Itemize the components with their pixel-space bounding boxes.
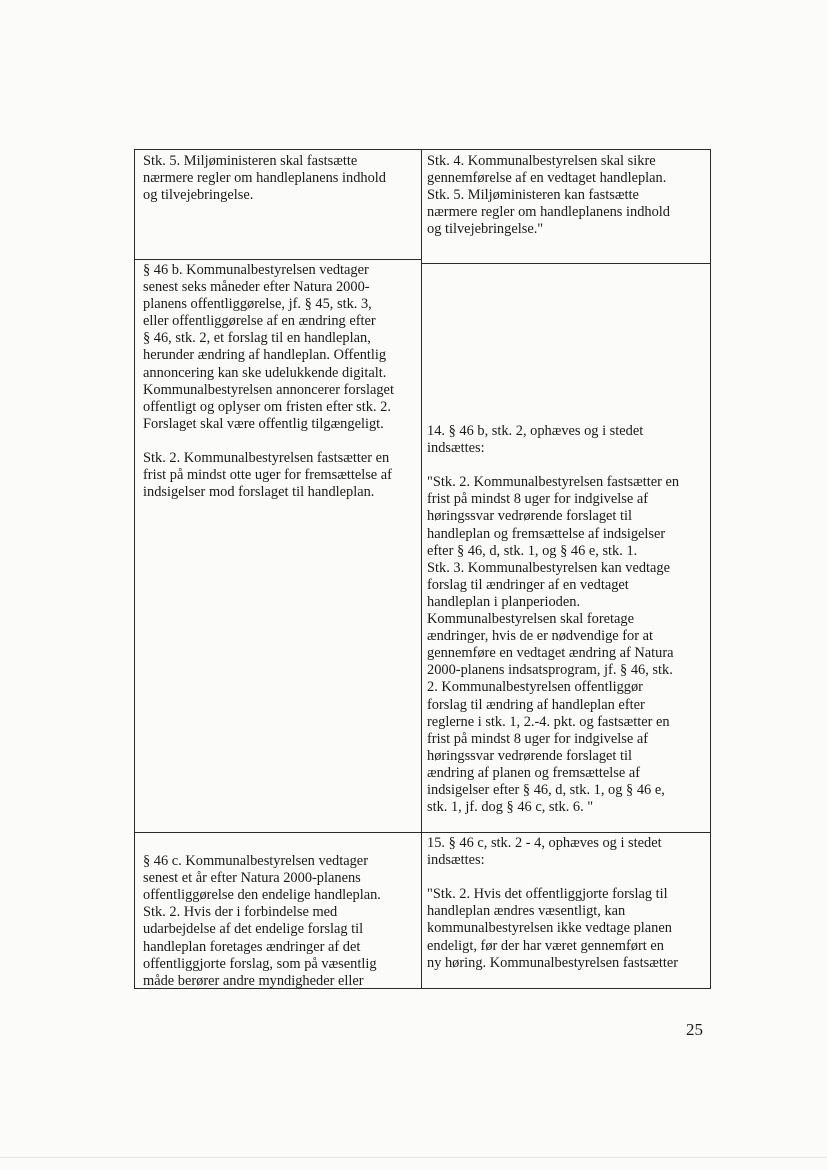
row3-amendment: 15. § 46 c, stk. 2 - 4, ophæves og i stedet indsættes: "Stk. 2. Hvis det offentliggjorte forslag til handleplan ændres væsentligt, kan kommunalbestyrelsen ikke vedtage planen endeligt, før der har været gennemført en ny høring. Kommunalbestyrelsen fastsætter bbox=[427, 835, 678, 971]
row-divider-1 bbox=[135, 259, 421, 260]
row1-amendment: Stk. 4. Kommunalbestyrelsen skal sikre gennemførelse af en vedtaget handleplan. Stk. 5. Miljøministeren kan fastsætte nærmere regler om handleplanens indhold og tilvejebringelse." bbox=[427, 153, 670, 238]
column-divider bbox=[421, 150, 422, 988]
page-number: 25 bbox=[686, 1020, 703, 1039]
row-divider-2 bbox=[135, 832, 710, 833]
comparison-table bbox=[134, 149, 711, 989]
row-divider-1-right bbox=[421, 263, 711, 264]
scan-edge-line bbox=[0, 1157, 827, 1158]
row1-current-law: Stk. 5. Miljøministeren skal fastsætte nærmere regler om handleplanens indhold og tilvejebringelse. bbox=[143, 153, 386, 204]
row3-current-law: § 46 c. Kommunalbestyrelsen vedtager senest et år efter Natura 2000-planens offentliggørelse den endelige handleplan. Stk. 2. Hvis der i forbindelse med udarbejdelse af det endelige forslag til handleplan foretages ændringer af det offentliggjorte forslag, som på væsentlig måde berører andre myndigheder eller bbox=[143, 853, 381, 989]
row2-amendment: 14. § 46 b, stk. 2, ophæves og i stedet indsættes: "Stk. 2. Kommunalbestyrelsen fastsætter en frist på mindst 8 uger for indgivelse af høringssvar vedrørende forslaget til handleplan og fremsættelse af indsigelser efter § 46, d, stk. 1, og § 46 e, stk. 1. Stk. 3. Kommunalbestyrelsen kan vedtage forslag til ændringer af en vedtaget handleplan i planperioden. Kommunalbestyrelsen skal foretage ændringer, hvis de er nødvendige for at gennemføre en vedtaget ændring af Natura 2000-planens indsatsprogram, jf. § 46, stk. 2. Kommunalbestyrelsen offentliggør forslag til ændring af handleplan efter reglerne i stk. 1, 2.-4. pkt. og fastsætter en frist på mindst 8 uger for indgivelse af høringssvar vedrørende forslaget til ændring af planen og fremsættelse af indsigelser efter § 46, d, stk. 1, og § 46 e, stk. 1, jf. dog § 46 c, stk. 6. " bbox=[427, 423, 680, 816]
row2-current-law: § 46 b. Kommunalbestyrelsen vedtager senest seks måneder efter Natura 2000- planens offentliggørelse, jf. § 45, stk. 3, eller offentliggørelse af en ændring efter § 46, stk. 2, et forslag til en handleplan, herunder ændring af handleplan. Offentlig annoncering kan ske udelukkende digitalt. Kommunalbestyrelsen annoncerer forslaget offentligt og oplyser om fristen efter stk. 2. Forslaget skal være offentlig tilgængeligt. Stk. 2. Kommunalbestyrelsen fastsætter en frist på mindst otte uger for fremsættelse af indsigelser mod forslaget til handleplan. bbox=[143, 262, 394, 501]
